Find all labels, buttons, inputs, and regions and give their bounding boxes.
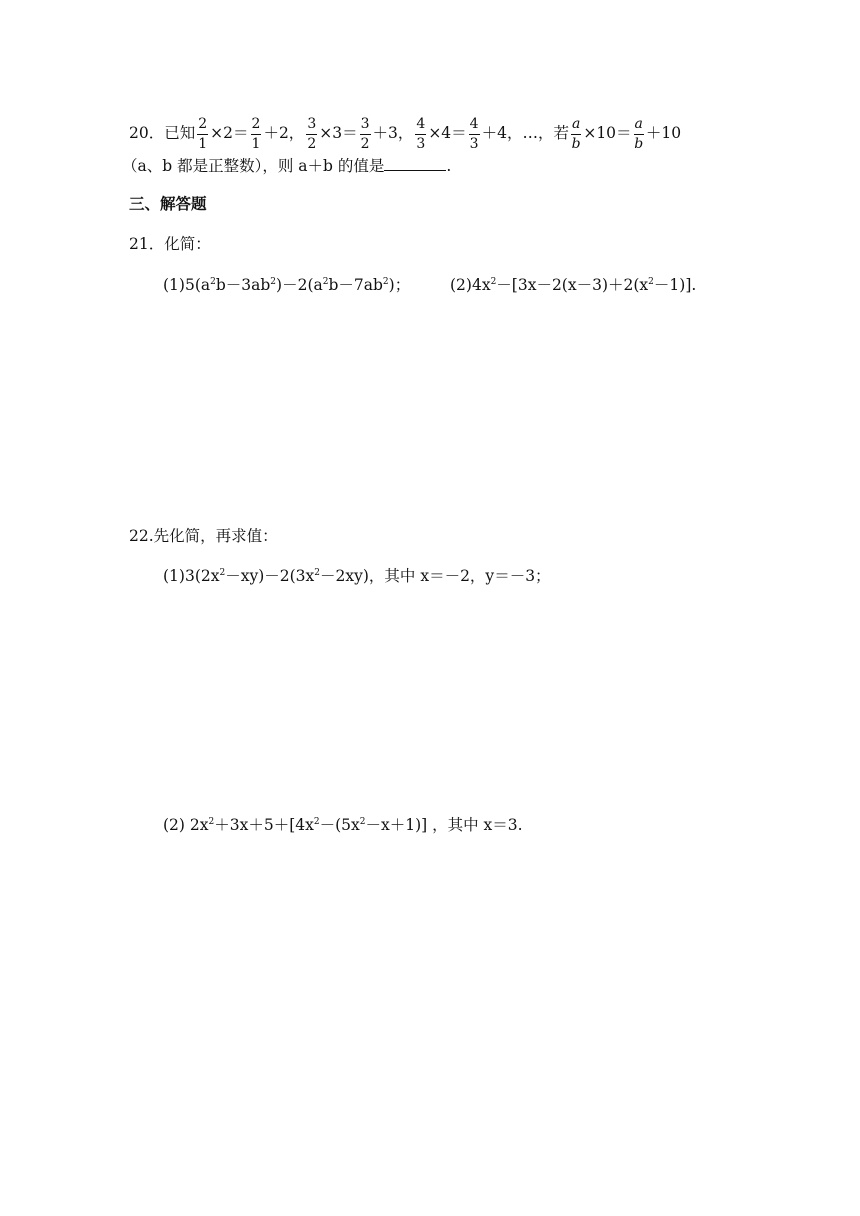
q20-line-1: 20．已知 $\frac{2}{1}$ ×2＝ $\frac{2}{1}$ ＋2， $\frac{3}{2}$ ×3＝ $\frac{3}{2}$ ＋3， $\frac{4}{3}$ ×4＝ $\frac{4}{3}$ ＋4，…，若 $\frac{a}{b}$ ×10＝ $\frac{a}{b}$ ＋10 xyxy=(129,116,682,152)
q20-number: 20．已知 xyxy=(129,124,196,143)
fraction: $\frac{4}{3}$ xyxy=(469,116,479,152)
answer-blank xyxy=(384,158,446,171)
q21-part-2: $(2)4x^2-[3x-2(x-3)+2(x^2-1)]$. xyxy=(450,276,697,294)
fraction: $\frac{3}{2}$ xyxy=(360,116,370,152)
q22-part-2: (2) $2x^2+3x+5+[4x^2-(5x^2-x+1)]$ ，其中 x＝3. xyxy=(163,816,523,834)
q21-title: 21．化简： xyxy=(129,235,211,253)
fraction: $\frac{a}{b}$ xyxy=(571,116,581,152)
fraction: $\frac{2}{1}$ xyxy=(251,116,261,152)
fraction: $\frac{2}{1}$ xyxy=(198,116,208,152)
section-heading: 三、解答题 xyxy=(129,195,207,213)
q21-part-1: $(1)5(a^2b-3ab^2)-2(a^2b-7ab^2)$； xyxy=(163,276,411,294)
fraction: $\frac{a}{b}$ xyxy=(634,116,644,152)
fraction: $\frac{3}{2}$ xyxy=(307,116,317,152)
q20-condition-text: （a、b 都是正整数），则 a＋b 的值是 xyxy=(122,157,385,175)
q22-title: 22.先化简，再求值： xyxy=(129,527,278,545)
q22-part-1: $(1)3(2x^2-xy)-2(3x^2-2xy)$，其中 x＝－2，y＝－3； xyxy=(163,567,551,585)
fraction: $\frac{4}{3}$ xyxy=(416,116,426,152)
q20-line-2: （a、b 都是正整数），则 a＋b 的值是 . xyxy=(122,157,452,175)
